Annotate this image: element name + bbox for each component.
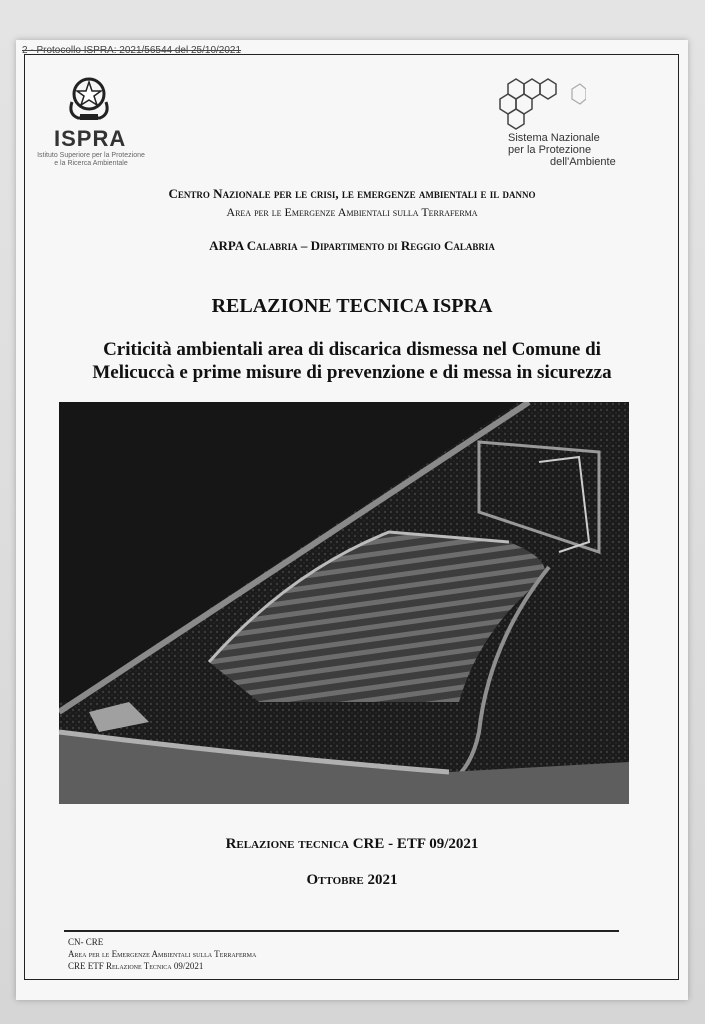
snpa-line2: per la Protezione (508, 144, 592, 156)
header-centro: Centro Nazionale per le crisi, le emergenze ambientali e il danno (168, 186, 536, 201)
italian-republic-emblem-icon (64, 72, 114, 124)
footer-line3: CRE ETF Relazione Tecnica 09/2021 (68, 961, 204, 971)
document-page (16, 40, 688, 1000)
subtitle-line2: Melicuccà e prime misure di prevenzione e di messa in sicurezza (92, 362, 612, 383)
snpa-line1: Sistema Nazionale (508, 132, 600, 144)
ispra-subtitle: Istituto Superiore per la Protezione e la Ricerca Ambientale (37, 152, 145, 167)
snpa-line3: dell'Ambiente (550, 156, 616, 168)
footer-divider (64, 930, 619, 932)
snpa-logo (486, 74, 656, 184)
snpa-text (508, 132, 616, 168)
footer-line2: Area per le Emergenze Ambientali sulla Terraferma (68, 949, 257, 959)
report-date: Ottobre 2021 (306, 872, 398, 888)
document-subtitle (16, 338, 688, 384)
snpa-hexagon-logo-icon (486, 74, 586, 134)
aerial-landfill-photo (59, 402, 629, 804)
subtitle-line1: Criticità ambientali area di discarica dismessa nel Comune di (103, 339, 601, 360)
footer-line1: CN- CRE (68, 937, 104, 947)
landfill-image (59, 402, 629, 804)
footer (68, 936, 256, 972)
ispra-name: ISPRA (54, 126, 127, 151)
protocol-stamp: 2 - Protocollo ISPRA: 2021/56544 del 25/10/2021 (22, 45, 242, 56)
header-area: Area per le Emergenze Ambientali sulla Terraferma (226, 205, 478, 219)
document-title: RELAZIONE TECNICA ISPRA (211, 295, 493, 317)
header-arpa: ARPA Calabria – Dipartimento di Reggio Calabria (209, 238, 495, 253)
report-code: Relazione tecnica CRE - ETF 09/2021 (225, 836, 479, 852)
